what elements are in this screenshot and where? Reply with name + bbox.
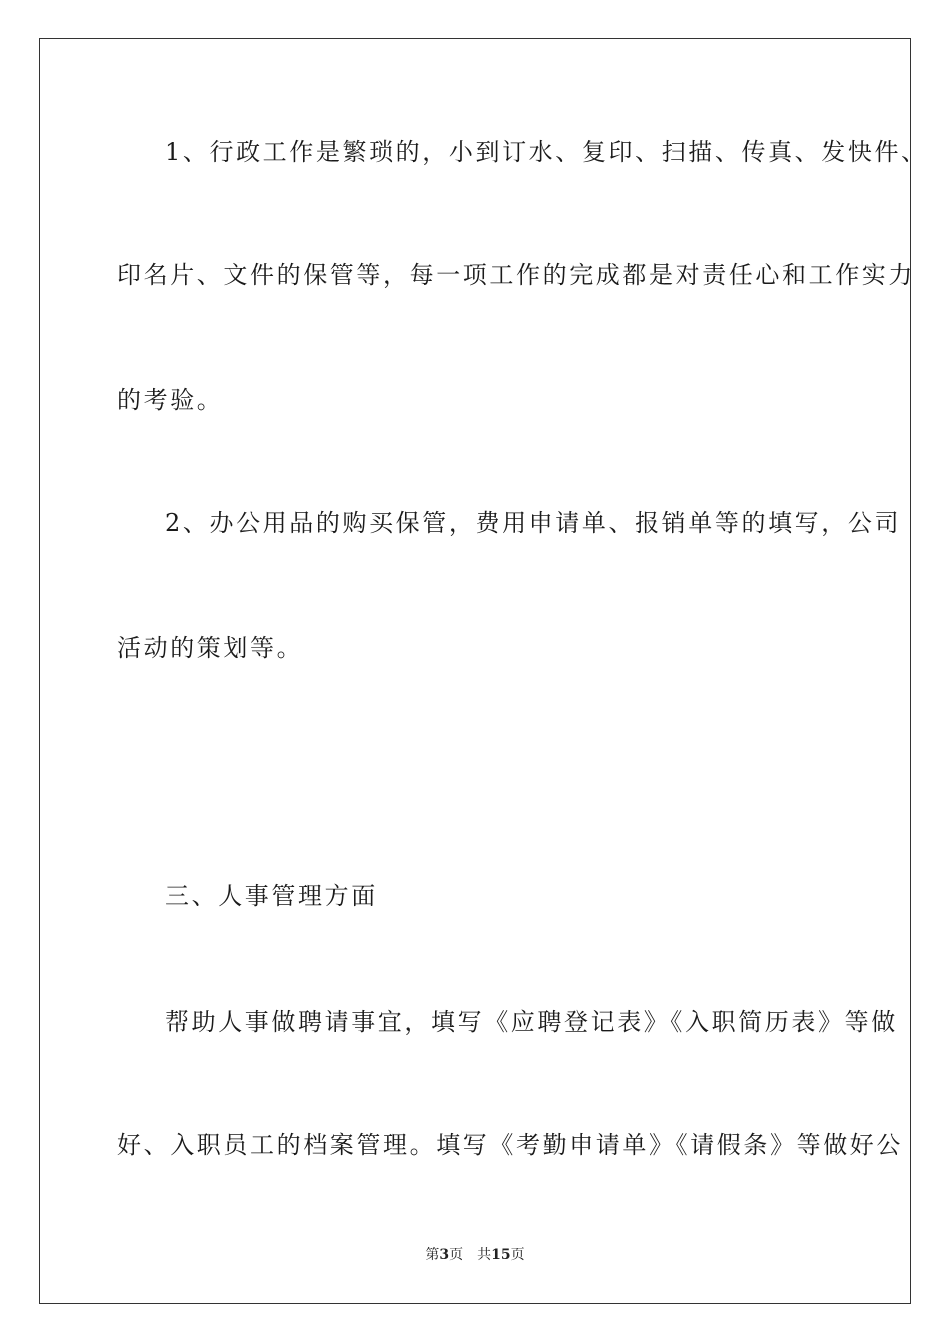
footer-page-prefix: 第 bbox=[425, 1247, 440, 1263]
paragraph-1-line-3: 的考验。 bbox=[117, 386, 224, 414]
page-border bbox=[39, 38, 911, 1304]
footer-total-suffix: 页 bbox=[510, 1247, 525, 1263]
page-footer bbox=[0, 1245, 950, 1265]
paragraph-1-line-1: 1、行政工作是繁琐的，小到订水、复印、扫描、传真、发快件、 bbox=[165, 138, 928, 166]
footer-page-number: 3 bbox=[439, 1247, 450, 1263]
paragraph-2-line-1: 2、办公用品的购买保管，费用申请单、报销单等的填写，公司 bbox=[165, 509, 902, 537]
section-heading: 三、人事管理方面 bbox=[165, 882, 378, 910]
footer-total-number: 15 bbox=[491, 1247, 511, 1263]
footer-page-suffix: 页 bbox=[449, 1247, 464, 1263]
footer-total-prefix: 共 bbox=[477, 1247, 492, 1263]
paragraph-3-line-1: 帮助人事做聘请事宜，填写《应聘登记表》《入职简历表》等做 bbox=[165, 1008, 898, 1036]
paragraph-1-line-2: 印名片、文件的保管等，每一项工作的完成都是对责任心和工作实力 bbox=[117, 261, 915, 289]
paragraph-2-line-2: 活动的策划等。 bbox=[117, 634, 304, 662]
paragraph-3-line-2: 好、入职员工的档案管理。填写《考勤申请单》《请假条》等做好公 bbox=[117, 1131, 903, 1159]
